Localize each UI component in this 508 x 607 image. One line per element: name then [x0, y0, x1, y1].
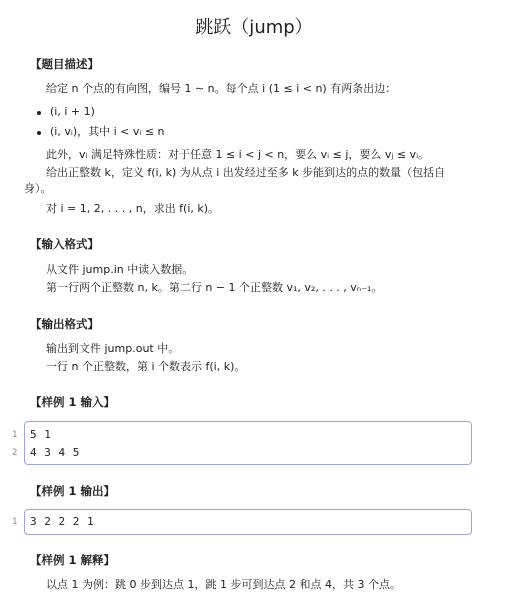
explanation-heading: 【样例 1 解释】 [30, 553, 116, 567]
description-line: 对 i = 1, 2, . . . , n，求出 f(i, k)。 [46, 202, 220, 215]
input-line: 第一行两个正整数 n, k。第二行 n − 1 个正整数 v₁, v₂, . . . , vₙ₋₁。 [46, 281, 383, 294]
input-line: 从文件 jump.in 中读入数据。 [46, 263, 194, 276]
output-heading: 【输出格式】 [30, 317, 99, 331]
line-number: 2 [12, 448, 18, 458]
input-heading: 【输入格式】 [30, 237, 99, 251]
line-number: 1 [12, 430, 18, 440]
description-line: 身）。 [24, 182, 52, 195]
bullet-dot [37, 131, 41, 135]
description-heading: 【题目描述】 [30, 57, 99, 71]
line-number: 1 [12, 517, 18, 527]
page-title: 跳跃（jump） [195, 17, 313, 38]
output-line: 一行 n 个正整数，第 i 个数表示 f(i, k)。 [46, 360, 246, 373]
edge-item: (i, vᵢ)，其中 i < vᵢ ≤ n [50, 125, 165, 138]
code-line: 5 1 [30, 428, 52, 441]
sample-input-code-block[interactable] [24, 421, 472, 465]
sample-input-heading: 【样例 1 输入】 [30, 395, 116, 409]
output-line: 输出到文件 jump.out 中。 [46, 342, 180, 355]
sample-output-heading: 【样例 1 输出】 [30, 484, 116, 498]
bullet-dot [37, 111, 41, 115]
code-line: 3 2 2 2 1 [30, 515, 95, 528]
description-line: 此外，vᵢ 满足特殊性质：对于任意 1 ≤ i < j < n，要么 vᵢ ≤ j，要么 vⱼ ≤ vᵢ。 [46, 148, 430, 161]
description-line: 给出正整数 k，定义 f(i, k) 为从点 i 出发经过至多 k 步能到达的点的数量（包括自 [46, 166, 446, 179]
description-line: 给定 n 个点的有向图，编号 1 ∼ n。每个点 i (1 ≤ i < n) 有两条出边： [46, 82, 397, 95]
explanation-line: 以点 1 为例：跳 0 步到达点 1，跳 1 步可到达点 2 和点 4，共 3 个点。 [46, 578, 401, 591]
code-line: 4 3 4 5 [30, 446, 80, 459]
edge-item: (i, i + 1) [50, 105, 95, 118]
